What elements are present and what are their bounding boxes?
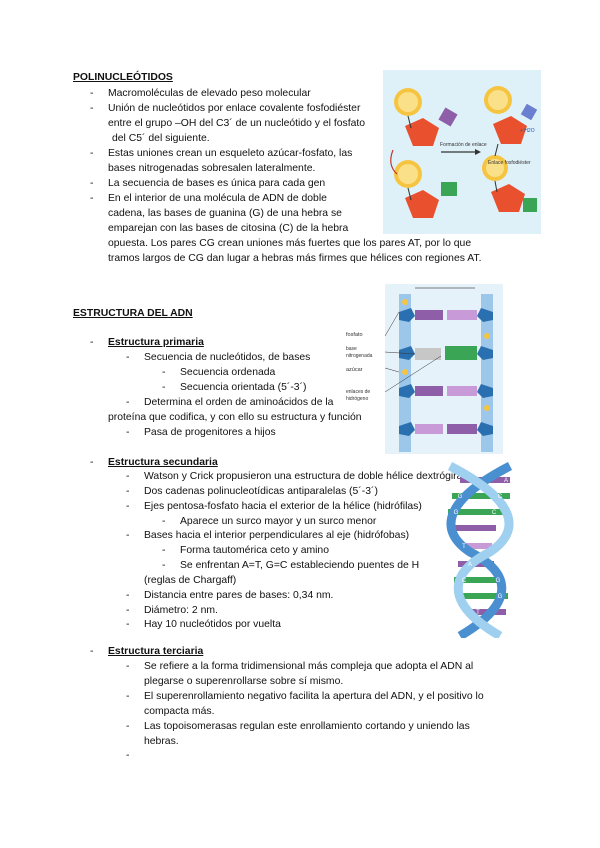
section-title-polinucleotidos: POLINUCLEÓTIDOS [73, 72, 173, 83]
text-line: Determina el orden de aminoácidos de la [144, 397, 334, 408]
text-line: Las topoisomerasas regulan este enrollamiento cortando y uniendo las [144, 721, 470, 732]
text-line: Bases hacia el interior perpendiculares al eje (hidrófobas) [144, 530, 410, 541]
bullet-dash: - [162, 367, 166, 378]
text-line: Aparece un surco mayor y un surco menor [180, 516, 377, 527]
text-line: Se enfrentan A=T, G=C estableciendo puentes de H [180, 560, 420, 571]
bullet-dash: - [126, 471, 130, 482]
bullet-dash: - [126, 486, 130, 497]
figure-label: enlaces de hidrógeno [346, 389, 371, 402]
text-line: Se refiere a la forma tridimensional más compleja que adopta el ADN al [144, 661, 474, 672]
section-title-estructura: ESTRUCTURA DEL ADN [73, 308, 193, 319]
bullet-dash: - [90, 103, 94, 114]
text-line: tramos largos de CG dan lugar a hebras más firmes que hélices con regiones AT. [108, 253, 482, 264]
figure-label: base nitrogenada [346, 346, 373, 359]
svg-text:G: G [457, 494, 463, 500]
figure-label: + H2O [520, 128, 535, 134]
text-line: El superenrollamiento negativo facilita la apertura del ADN, y el positivo lo [144, 691, 484, 702]
text-line: Pasa de progenitores a hijos [144, 427, 276, 438]
text-line: Estas uniones crean un esqueleto azúcar-fosfato, las [108, 148, 353, 159]
figure-label: Enlace fosfodiéster [488, 160, 531, 166]
bullet-dash: - [126, 619, 130, 630]
svg-text:G: G [497, 594, 503, 600]
bullet-dash: - [126, 721, 130, 732]
double-helix-figure [430, 462, 530, 638]
text-line: plegarse o superenrollarse sobre sí mismo. [144, 676, 344, 687]
bullet-dash: - [90, 88, 94, 99]
svg-text:C: C [491, 510, 497, 516]
text-line: emparejan con las bases de citosina (C) de la hebra [108, 223, 349, 234]
bullet-dash: - [126, 501, 130, 512]
text-line: del C5´ del siguiente. [112, 133, 210, 144]
text-line: hebras. [144, 736, 179, 747]
svg-text:C: C [461, 578, 467, 584]
text-line: cadena, las bases de guanina (G) de una hebra se [108, 208, 342, 219]
bullet-dash: - [90, 337, 94, 348]
subtitle-primaria: Estructura primaria [108, 337, 204, 348]
bullet-dash: - [126, 661, 130, 672]
phosphodiester-figure [383, 70, 541, 234]
bullet-dash: - [126, 427, 130, 438]
svg-text:T: T [476, 610, 480, 616]
text-line: opuesta. Los pares CG crean uniones más fuertes que los pares AT, por lo que [108, 238, 472, 249]
bullet-dash: - [162, 382, 166, 393]
text-line: Distancia entre pares de bases: 0,34 nm. [144, 590, 334, 601]
svg-text:A: A [503, 478, 509, 484]
svg-text:C: C [497, 494, 503, 500]
figure-label: Formación de enlace [440, 142, 487, 148]
svg-text:A: A [467, 562, 473, 568]
bullet-dash: - [90, 148, 94, 159]
text-line: proteína que codifica, y con ello su estructura y función [108, 412, 362, 423]
bullet-dash: - [126, 397, 130, 408]
bullet-dash: - [126, 750, 130, 761]
svg-text:T: T [462, 544, 466, 550]
text-line: Unión de nucleótidos por enlace covalente fosfodiéster [108, 103, 361, 114]
text-line: (reglas de Chargaff) [144, 575, 237, 586]
text-line: Hay 10 nucleótidos por vuelta [144, 619, 281, 630]
svg-text:G: G [495, 578, 501, 584]
bullet-dash: - [126, 590, 130, 601]
subtitle-secundaria: Estructura secundaria [108, 457, 218, 468]
text-line: entre el grupo –OH del C3´ de un nucleótido y el fosfato [108, 118, 366, 129]
text-line: Ejes pentosa-fosfato hacia el exterior de la hélice (hidrófilas) [144, 501, 422, 512]
subtitle-terciaria: Estructura terciaria [108, 646, 204, 657]
bullet-dash: - [126, 691, 130, 702]
text-line: Macromoléculas de elevado peso molecular [108, 88, 311, 99]
figure-label: azúcar [346, 367, 363, 373]
bullet-dash: - [162, 545, 166, 556]
bullet-dash: - [126, 530, 130, 541]
text-line: Secuencia ordenada [180, 367, 276, 378]
text-line: Dos cadenas polinucleotídicas antiparalelas (5´-3´) [144, 486, 378, 497]
text-line: Secuencia orientada (5´-3´) [180, 382, 307, 393]
bullet-dash: - [90, 193, 94, 204]
bullet-dash: - [126, 352, 130, 363]
dna-ladder-figure [385, 284, 503, 454]
text-line: Watson y Crick propusieron una estructura de doble hélice dextrógira [144, 471, 463, 482]
svg-text:G: G [453, 510, 459, 516]
text-line: Forma tautomérica ceto y amino [180, 545, 329, 556]
text-line: Diámetro: 2 nm. [144, 605, 218, 616]
text-line: bases nitrogenadas sobresalen lateralmente. [108, 163, 316, 174]
text-line: Secuencia de nucleótidos, de bases [144, 352, 311, 363]
bullet-dash: - [162, 560, 166, 571]
bullet-dash: - [126, 605, 130, 616]
bullet-dash: - [90, 646, 94, 657]
text-line: En el interior de una molécula de ADN de doble [108, 193, 327, 204]
text-line: compacta más. [144, 706, 215, 717]
bullet-dash: - [90, 457, 94, 468]
bullet-dash: - [90, 178, 94, 189]
figure-label: fosfato [346, 332, 363, 338]
text-line: La secuencia de bases es única para cada gen [108, 178, 326, 189]
bullet-dash: - [162, 516, 166, 527]
